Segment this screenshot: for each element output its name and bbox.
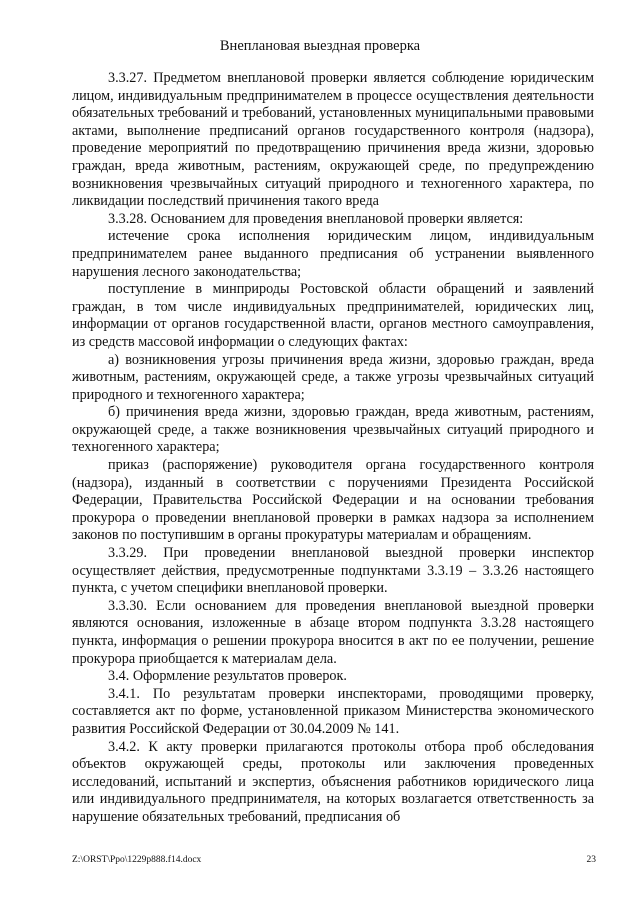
footer-page-number: 23 xyxy=(586,855,596,865)
page-header-title: Внеплановая выездная проверка xyxy=(219,38,421,54)
paragraph-3-4-2: 3.4.2. К акту проверки прилагаются протоколы отбора проб обследования объектов окружающей среды, протоколы или заключения проведенных исследований, испытаний и экспертиз, объяснения работников юридического лица или индивидуального предпринимателя, на которых возлагается ответственность за нарушение обязательных требований, предписания об xyxy=(72,738,594,825)
paragraph-item-a: а) возникновения угрозы причинения вреда жизни, здоровью граждан, вреда животным, растениям, окружающей среде, а также угрозы чрезвычайных ситуаций природного и техногенного характера; xyxy=(72,351,594,403)
document-body xyxy=(72,70,594,827)
paragraph-3-3-28: 3.3.28. Основанием для проведения внеплановой проверки является: xyxy=(108,210,524,227)
paragraph-basis-expiry: истечение срока исполнения юридическим лицом, индивидуальным предпринимателем ранее выданного предписания об устранении выявленного нарушения лесного законодательства; xyxy=(72,228,594,280)
paragraph-basis-appeals: поступление в минприроды Ростовской области обращений и заявлений граждан, в том числе индивидуальных предпринимателей, юридических лиц, информации от органов государственной власти, органов местного самоуправления, из средств массовой информации о следующих фактах: xyxy=(72,281,594,350)
paragraph-3-4: 3.4. Оформление результатов проверок. xyxy=(108,668,347,685)
paragraph-item-b: б) причинения вреда жизни, здоровью граждан, вреда животным, растениям, окружающей среде, а также возникновения чрезвычайных ситуаций природного и техногенного характера; xyxy=(72,404,594,456)
paragraph-3-4-1: 3.4.1. По результатам проверки инспекторами, проводящими проверку, составляется акт по форме, установленной приказом Министерства экономического развития Российской Федерации от 30.04.2009 № 141. xyxy=(72,685,594,737)
footer-file-path: Z:\ORST\Ppo\1229p888.f14.docx xyxy=(72,855,202,865)
paragraph-3-3-27: 3.3.27. Предметом внеплановой проверки является соблюдение юридическим лицом, индивидуальным предпринимателем в процессе осуществления деятельности обязательных требований и требований, установленных муниципальными правовыми актами, выполнение предписаний органов государственного контроля (надзора), проведение мероприятий по предотвращению причинения вреда жизни, здоровью граждан, вреда животным, растениям, окружающей среде, по предупреждению возникновения чрезвычайных ситуаций природного и техногенного характера, по ликвидации последствий причинения такого вреда xyxy=(72,70,594,210)
paragraph-basis-order: приказ (распоряжение) руководителя органа государственного контроля (надзора), изданный в соответствии с поручениями Президента Российской Федерации, Правительства Российской Федерации и на основании требования прокурора о проведении внеплановой проверки в рамках надзора за исполнением законов по поступившим в органы прокуратуры материалам и обращениям. xyxy=(72,457,594,544)
paragraph-3-3-29: 3.3.29. При проведении внеплановой выездной проверки инспектор осуществляет действия, предусмотренные подпунктами 3.3.19 – 3.3.26 настоящего пункта, с учетом специфики внеплановой проверки. xyxy=(72,545,594,597)
paragraph-3-3-30: 3.3.30. Если основанием для проведения внеплановой выездной проверки являются основания, изложенные в абзаце втором подпункта 3.3.28 настоящего пункта, информация о решении прокурора вносится в акт по ее получении, решение прокурора приобщается к материалам дела. xyxy=(72,597,594,667)
